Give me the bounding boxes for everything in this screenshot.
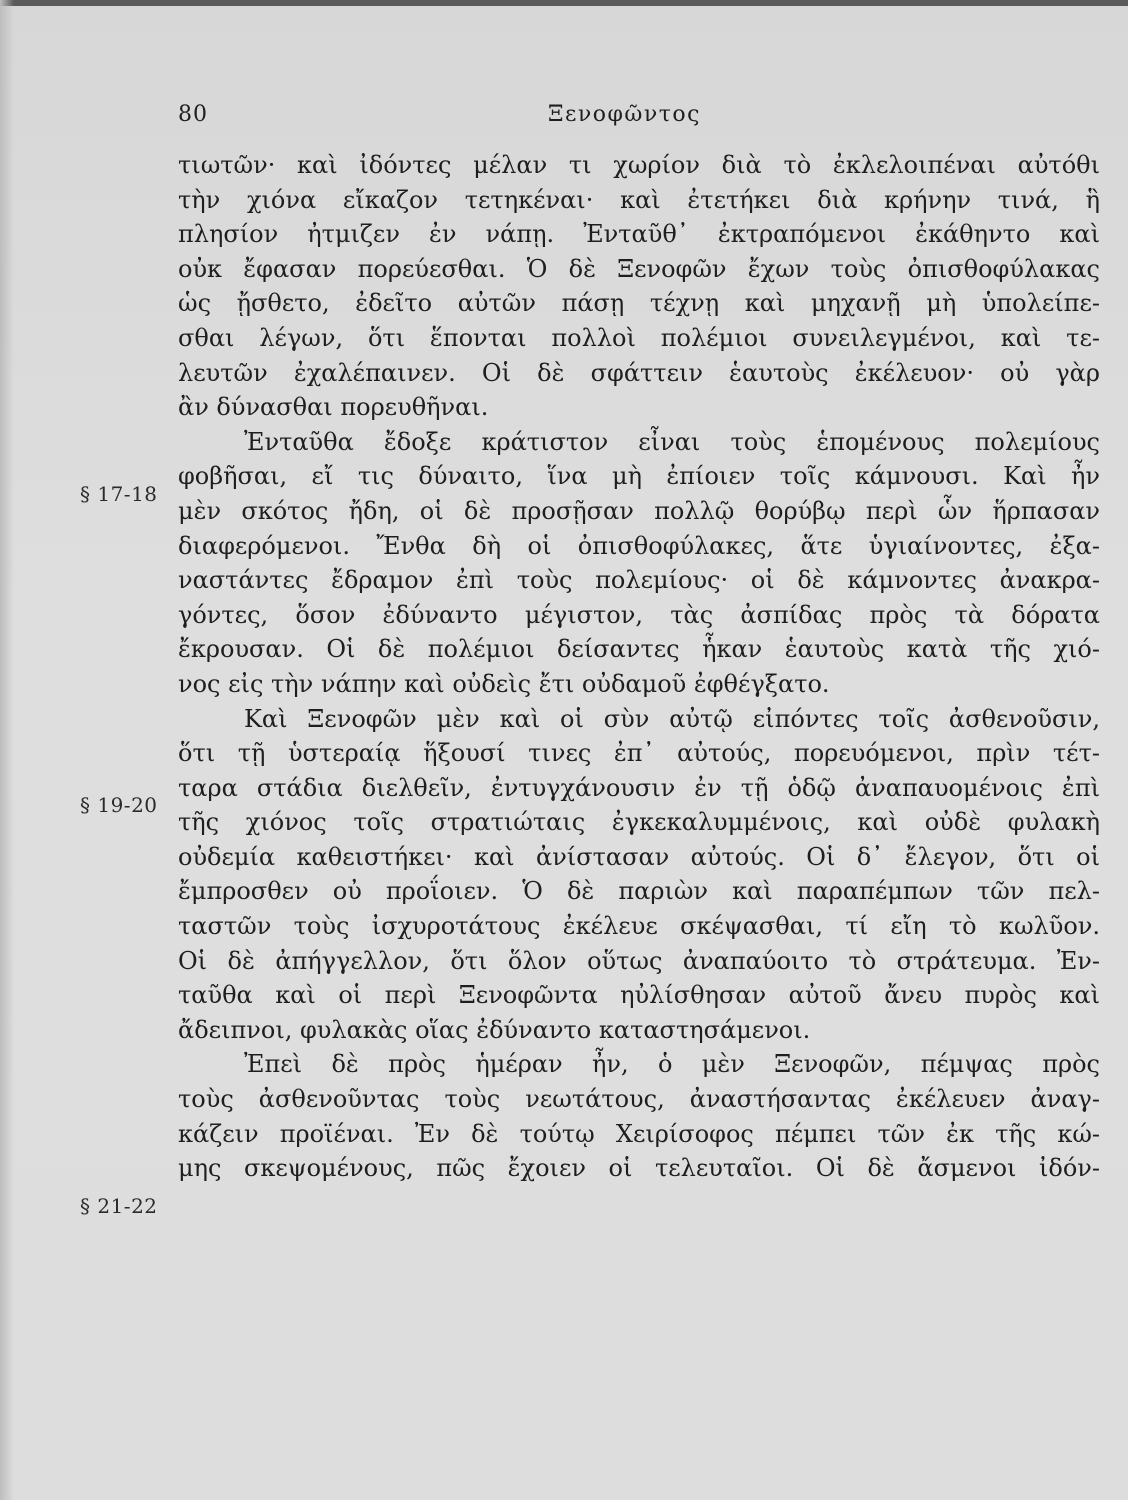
page-header (0, 98, 1128, 138)
paragraph-first-line: Καὶ Ξενοφῶν μὲν καὶ οἱ σὺν αὐτῷ εἰπόντες τοῖς ἀσθενοῦσιν, (244, 704, 1100, 733)
page-number: 80 (178, 102, 208, 127)
text-line: μης σκεψομένους, πῶς ἔχοιεν οἱ τελευταῖοι. Οἱ δὲ ἄσμενοι ἰδόν- (178, 1154, 1100, 1183)
running-head: Ξενοφῶντος (548, 102, 701, 127)
text-line: Οἱ δὲ ἀπήγγελλον, ὅτι ὅλον οὕτως ἀναπαύοιτο τὸ στράτευμα. Ἐν- (178, 946, 1100, 975)
text-line: πλησίον ἠτμιζεν ἐν νάπῃ. Ἐνταῦθ᾽ ἐκτραπόμενοι ἐκάθηντο καὶ (178, 220, 1100, 249)
text-line: μὲν σκότος ἤδη, οἱ δὲ προσῇσαν πολλῷ θορύβῳ περὶ ὧν ἥρπασαν (178, 496, 1100, 525)
margin-reference: § 21-22 (80, 1194, 158, 1218)
margin-reference: § 17-18 (80, 482, 158, 506)
margin-reference: § 19-20 (80, 793, 158, 817)
text-line: κάζειν προϊέναι. Ἐν δὲ τούτῳ Χειρίσοφος πέμπει τῶν ἐκ τῆς κώ- (178, 1119, 1100, 1148)
paragraph-first-line: Ἐνταῦθα ἔδοξε κράτιστον εἶναι τοὺς ἑπομένους πολεμίους (244, 427, 1100, 456)
text-line: τὴν χιόνα εἴκαζον τετηκέναι· καὶ ἐτετήκει διὰ κρήνην τινά, ἣ (178, 185, 1100, 214)
text-line: ἔκρουσαν. Οἱ δὲ πολέμιοι δείσαντες ἧκαν ἑαυτοὺς κατὰ τῆς χιό- (178, 635, 1100, 664)
body-text (178, 148, 1100, 1186)
text-line: διαφερόμενοι. Ἔνθα δὴ οἱ ὀπισθοφύλακες, ἅτε ὑγιαίνοντες, ἐξα- (178, 531, 1100, 560)
text-line: οὐκ ἔφασαν πορεύεσθαι. Ὁ δὲ Ξενοφῶν ἔχων τοὺς ὀπισθοφύλακας (178, 254, 1100, 283)
text-line: γόντες, ὅσον ἐδύναντο μέγιστον, τὰς ἀσπίδας πρὸς τὰ δόρατα (178, 600, 1100, 629)
text-line: τιωτῶν· καὶ ἰδόντες μέλαν τι χωρίον διὰ τὸ ἐκλελοιπέναι αὐτόθι (178, 151, 1100, 179)
text-line: τοὺς ἀσθενοῦντας τοὺς νεωτάτους, ἀναστήσαντας ἐκέλευεν ἀναγ- (178, 1085, 1100, 1114)
text-line: ταῦθα καὶ οἱ περὶ Ξενοφῶντα ηὐλίσθησαν αὐτοῦ ἄνευ πυρὸς καὶ (178, 981, 1100, 1010)
text-line: λευτῶν ἐχαλέπαινεν. Οἱ δὲ σφάττειν ἑαυτοὺς ἐκέλευον· οὐ γὰρ (178, 358, 1100, 387)
text-line: ἄδειπνοι, φυλακὰς οἵας ἐδύναντο καταστησάμενοι. (178, 1015, 811, 1044)
text-line: οὐδεμία καθειστήκει· καὶ ἀνίστασαν αὐτούς. Οἱ δ᾽ ἔλεγον, ὅτι οἱ (178, 842, 1100, 871)
text-line: ὡς ᾔσθετο, ἐδεῖτο αὐτῶν πάσῃ τέχνῃ καὶ μηχανῇ μὴ ὑπολείπε- (178, 289, 1100, 318)
text-line: τῆς χιόνος τοῖς στρατιώταις ἐγκεκαλυμμένοις, καὶ οὐδὲ φυλακὴ (178, 808, 1100, 837)
text-line: ταρα στάδια διελθεῖν, ἐντυγχάνουσιν ἐν τῇ ὁδῷ ἀναπαυομένοις ἐπὶ (178, 773, 1100, 802)
page-gutter-shadow (0, 0, 14, 1500)
text-line: ταστῶν τοὺς ἰσχυροτάτους ἐκέλευε σκέψασθαι, τί εἴη τὸ κωλῦον. (178, 912, 1100, 941)
text-line: νος εἰς τὴν νάπην καὶ οὐδεὶς ἔτι οὐδαμοῦ ἐφθέγξατο. (178, 669, 830, 698)
page-top-edge (0, 0, 1128, 6)
text-line: φοβῆσαι, εἴ τις δύναιτο, ἵνα μὴ ἐπίοιεν τοῖς κάμνουσι. Καὶ ἦν (178, 462, 1100, 491)
text-line: ὅτι τῇ ὑστεραίᾳ ἥξουσί τινες ἐπ᾽ αὐτούς, πορευόμενοι, πρὶν τέτ- (178, 739, 1100, 768)
text-line: σθαι λέγων, ὅτι ἕπονται πολλοὶ πολέμιοι συνειλεγμένοι, καὶ τε- (178, 323, 1100, 352)
paragraph-first-line: Ἐπεὶ δὲ πρὸς ἡμέραν ἦν, ὁ μὲν Ξενοφῶν, πέμψας πρὸς (244, 1050, 1100, 1079)
text-line: ἔμπροσθεν οὐ προΐοιεν. Ὁ δὲ παριὼν καὶ παραπέμπων τῶν πελ- (178, 877, 1100, 906)
text-line: ναστάντες ἔδραμον ἐπὶ τοὺς πολεμίους· οἱ δὲ κάμνοντες ἀνακρα- (178, 566, 1100, 595)
text-line: ἂν δύνασθαι πορευθῆναι. (178, 393, 489, 422)
